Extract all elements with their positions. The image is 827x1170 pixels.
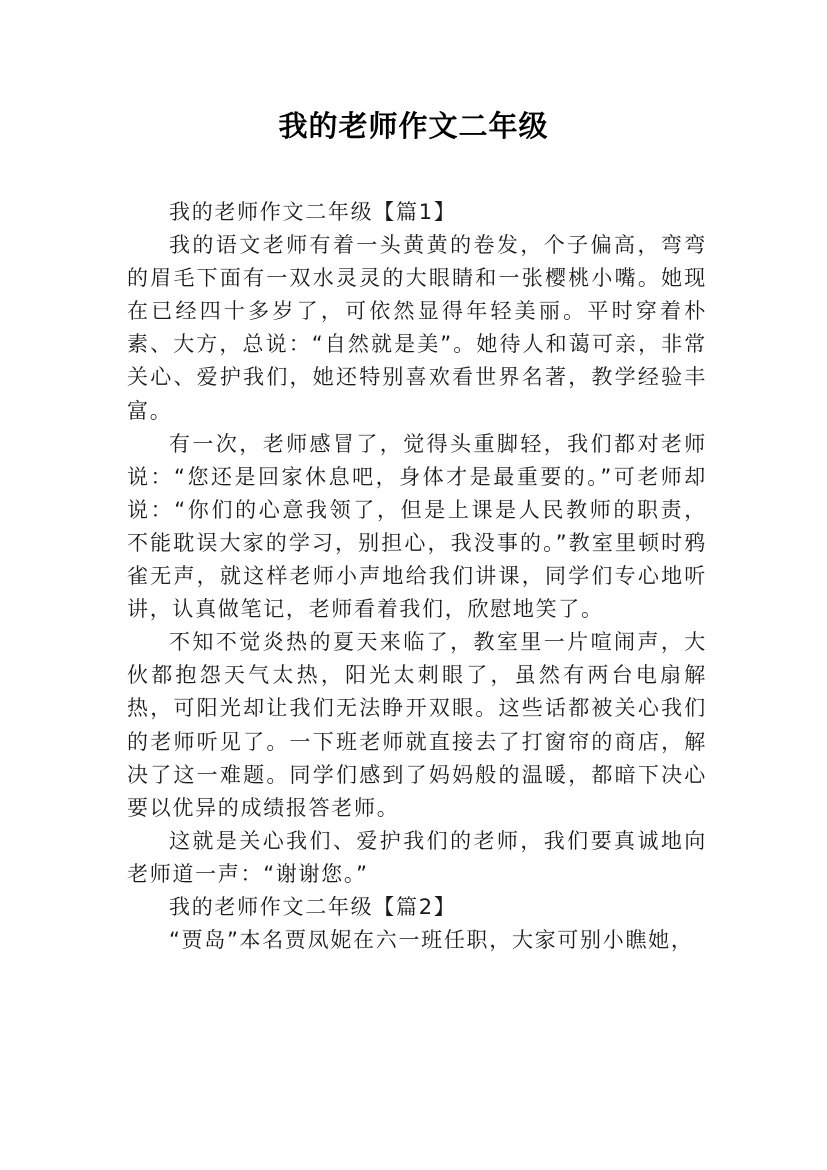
paragraph-1: 我的语文老师有着一头黄黄的卷发，个子偏高，弯弯的眉毛下面有一双水灵灵的大眼睛和一张樱桃小嘴。她现在已经四十多岁了，可依然显得年轻美丽。平时穿着朴素、大方，总说：“自然就是美”。她待人和蔼可亲，非常关心、爱护我们，她还特别喜欢看世界名著，教学经验丰富。 [127,233,707,423]
paragraph-5: “贾岛”本名贾凤妮在六一班任职，大家可别小瞧她， [169,928,694,953]
paragraph-4: 这就是关心我们、爱护我们的老师，我们要真诚地向老师道一声：“谢谢您。” [127,828,707,886]
document-body [127,196,707,957]
paragraph-2: 有一次，老师感冒了，觉得头重脚轻，我们都对老师说：“您还是回家休息吧，身体才是最重要的。”可老师却说：“你们的心意我领了，但是上课是人民教师的职责，不能耽误大家的学习，别担心，我没事的。”教室里顿时鸦雀无声，就这样老师小声地给我们讲课，同学们专心地听讲，认真做笔记，老师看着我们，欣慰地笑了。 [127,431,707,622]
paragraph-3: 不知不觉炎热的夏天来临了，教室里一片喧闹声，大伙都抱怨天气太热，阳光太刺眼了，虽然有两台电扇解热，可阳光却让我们无法睁开双眼。这些话都被关心我们的老师听见了。一下班老师就直接去了打窗帘的商店，解决了这一难题。同学们感到了妈妈般的温暖，都暗下决心要以优异的成绩报答老师。 [127,630,707,820]
section-heading-1: 我的老师作文二年级【篇1】 [169,200,457,224]
section-heading-2: 我的老师作文二年级【篇2】 [169,894,457,919]
document-title: 我的老师作文二年级 [278,109,549,143]
